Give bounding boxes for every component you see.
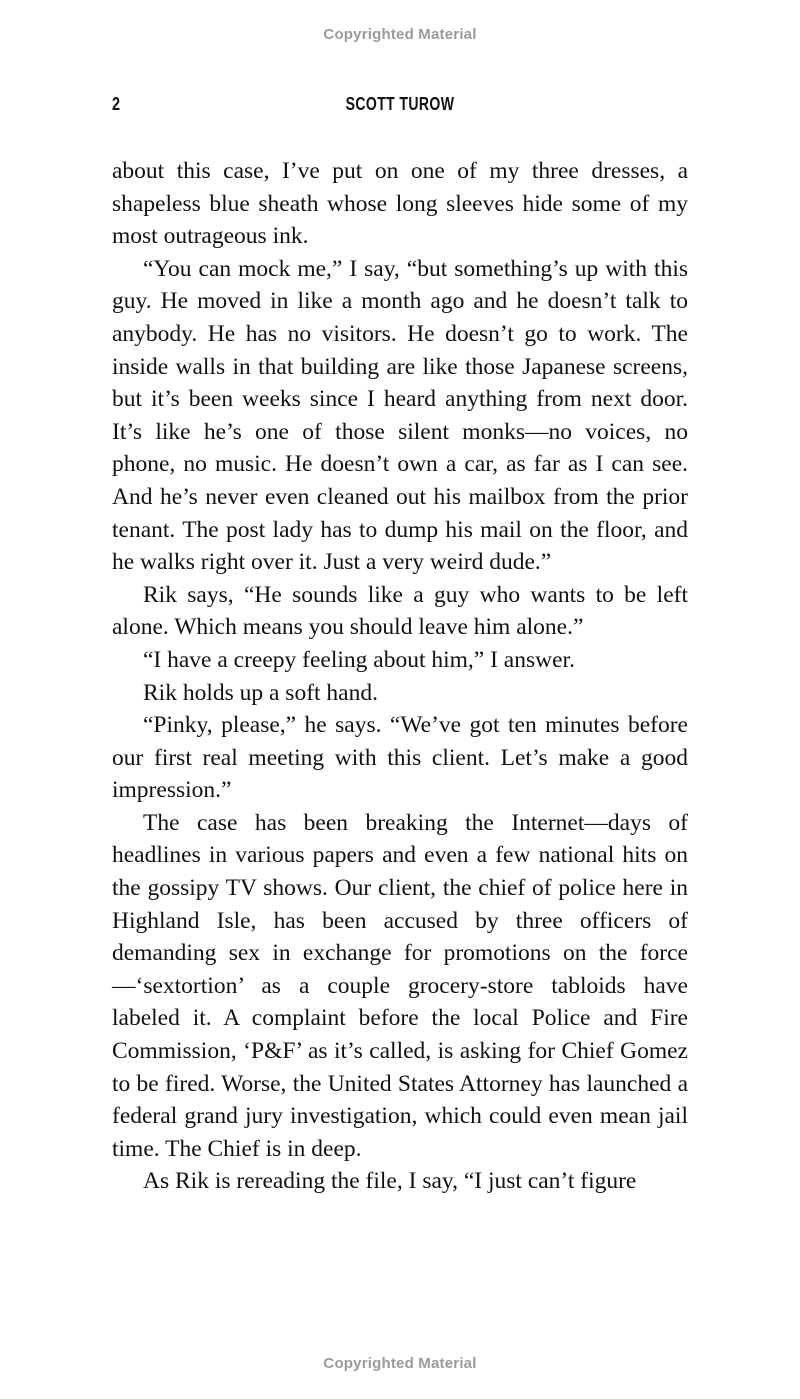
page-body-text (112, 155, 688, 1198)
paragraph: As Rik is rereading the file, I say, “I just can’t figure (143, 1168, 637, 1195)
paragraph: Rik says, “He sounds like a guy who wants to be left alone. Which means you should leave him alone.” (112, 581, 688, 641)
running-head-author: SCOTT TUROW (345, 94, 455, 114)
copyright-watermark-bottom: Copyrighted Material (323, 1355, 477, 1372)
paragraph: “Pinky, please,” he says. “We’ve got ten minutes before our first real meeting with this client. Let’s make a good impression.” (112, 712, 688, 804)
page-number: 2 (112, 94, 121, 114)
copyright-watermark-top: Copyrighted Material (323, 26, 477, 43)
running-head (112, 94, 688, 120)
paragraph: “I have a creepy feeling about him,” I answer. (143, 646, 575, 673)
paragraph: “You can mock me,” I say, “but something’s up with this guy. He moved in like a month ago and he doesn’t talk to anybody. He has no visitors. He doesn’t go to work. The inside walls in that building are like those Japanese screens, but it’s been weeks since I heard anything from next door. It’s like he’s one of those silent monks—no voices, no phone, no music. He doesn’t own a car, as far as I can see. And he’s never even cleaned out his mailbox from the prior tenant. The post lady has to dump his mail on the floor, and he walks right over it. Just a very weird dude.” (112, 255, 688, 576)
paragraph: The case has been breaking the Internet—days of headlines in various papers and even a few national hits on the gossipy TV shows. Our client, the chief of police here in Highland Isle, has been accused by three officers of demanding sex in exchange for promotions on the force—‘sextortion’ as a couple grocery-store tabloids have labeled it. A complaint before the local Police and Fire Commission, ‘P&F’ as it’s called, is asking for Chief Gomez to be fired. Worse, the United States Attorney has launched a federal grand jury investigation, which could even mean jail time. The Chief is in deep. (112, 809, 688, 1162)
paragraph: Rik holds up a soft hand. (143, 679, 378, 706)
paragraph: about this case, I’ve put on one of my three dresses, a shapeless blue sheath whose long sleeves hide some of my most outrageous ink. (112, 158, 688, 250)
